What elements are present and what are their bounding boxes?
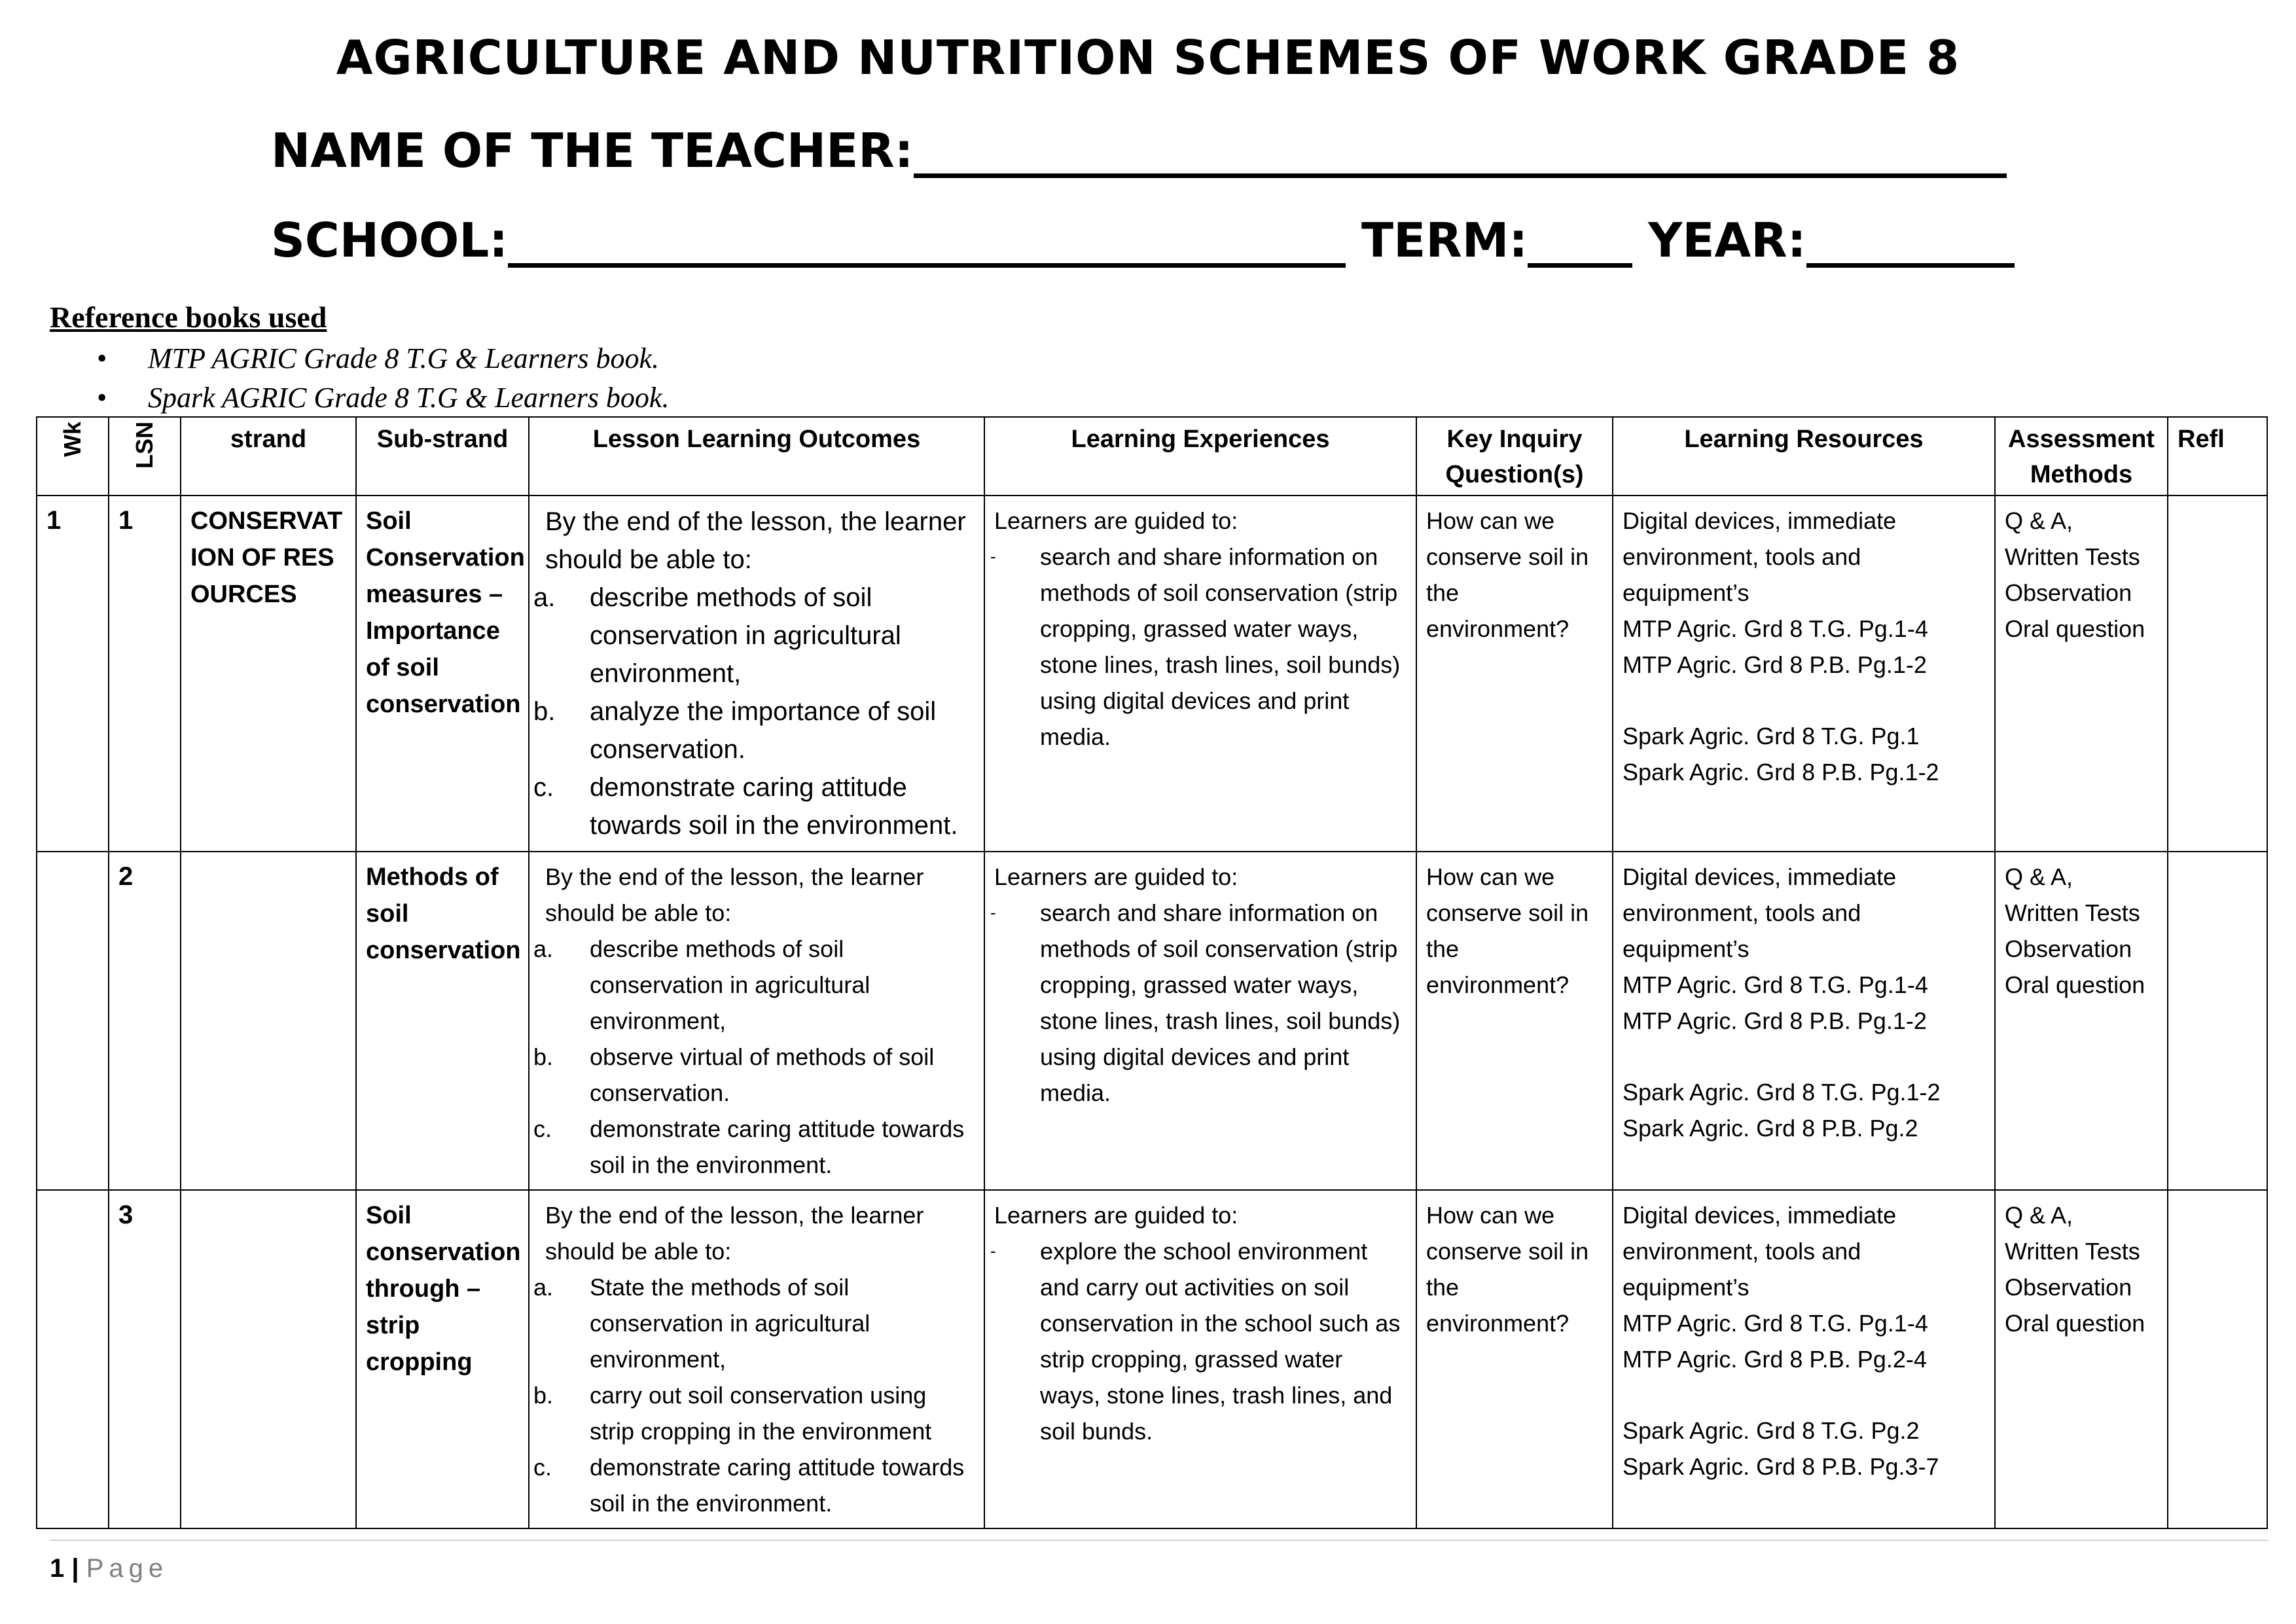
assessment-item: Written Tests <box>2005 543 2140 570</box>
outcome-text: observe virtual of methods of soil conservation. <box>590 1043 935 1106</box>
outcomes-intro: By the end of the lesson, the learner should be able to: <box>545 1202 924 1265</box>
cell-assessment <box>1995 852 2168 1190</box>
term-label: TERM: <box>1361 213 1528 268</box>
outcome-text: analyze the importance of soil conservation. <box>590 697 937 764</box>
col-header-inquiry: Key Inquiry Question(s) <box>1416 417 1613 496</box>
school-blank <box>508 224 1346 268</box>
cell-wk <box>37 852 109 1190</box>
school-label: SCHOOL: <box>271 213 509 268</box>
resource-mtp-pb: MTP Agric. Grd 8 P.B. Pg.1-2 <box>1623 651 1927 678</box>
list-item <box>533 1449 975 1521</box>
cell-outcomes <box>529 852 984 1190</box>
cell-inquiry: How can we conserve soil in the environment? <box>1416 852 1613 1190</box>
table-header-row <box>37 417 2267 496</box>
cell-outcomes <box>529 496 984 852</box>
outcome-letter: c. <box>533 1454 552 1481</box>
cell-wk: 1 <box>37 496 109 852</box>
teacher-label: NAME OF THE TEACHER: <box>271 123 914 178</box>
assessment-item: Q & A, <box>2005 863 2073 890</box>
cell-strand: CONSERVATION OF RESOURCES <box>181 496 356 852</box>
list-item <box>533 1039 975 1111</box>
experiences-intro: Learners are guided to: <box>994 507 1238 534</box>
assessment-item: Observation <box>2005 1274 2132 1301</box>
list-item <box>533 1269 975 1377</box>
resource-mtp-tg: MTP Agric. Grd 8 T.G. Pg.1-4 <box>1623 615 1928 642</box>
experience-item: - explore the school environment and carry out activities on soil conservation in the school such as strip cropping, grassed water ways, stone lines, trash lines, and soil bunds. <box>994 1233 1407 1449</box>
resource-spark-pb: Spark Agric. Grd 8 P.B. Pg.2 <box>1623 1115 1918 1142</box>
assessment-item: Oral question <box>2005 1310 2145 1337</box>
outcome-text: State the methods of soil conservation in agricultural environment, <box>590 1274 870 1373</box>
col-header-wk-text: Wk <box>59 422 86 457</box>
references-list <box>97 339 669 418</box>
resource-mtp-tg: MTP Agric. Grd 8 T.G. Pg.1-4 <box>1623 1310 1928 1337</box>
outcome-letter: c. <box>533 1115 552 1142</box>
resource-spark-tg: Spark Agric. Grd 8 T.G. Pg.2 <box>1623 1417 1920 1444</box>
cell-inquiry: How can we conserve soil in the environment? <box>1416 1190 1613 1528</box>
resource-spark-tg: Spark Agric. Grd 8 T.G. Pg.1-2 <box>1623 1079 1941 1106</box>
cell-lsn: 3 <box>109 1190 181 1528</box>
table-row <box>37 852 2267 1190</box>
page-separator: | <box>71 1554 79 1583</box>
cell-assessment <box>1995 1190 2168 1528</box>
outcome-letter: b. <box>533 697 556 726</box>
resource-mtp-tg: MTP Agric. Grd 8 T.G. Pg.1-4 <box>1623 971 1928 998</box>
resource-mtp-pb: MTP Agric. Grd 8 P.B. Pg.1-2 <box>1623 1007 1927 1034</box>
cell-strand <box>181 852 356 1190</box>
outcomes-list <box>533 579 975 844</box>
reference-item: • Spark AGRIC Grade 8 T.G & Learners book. <box>97 378 669 418</box>
outcome-text: demonstrate caring attitude towards soil in the environment. <box>590 1115 965 1178</box>
resource-mtp-pb: MTP Agric. Grd 8 P.B. Pg.2-4 <box>1623 1346 1927 1373</box>
list-item <box>533 768 975 844</box>
teacher-blank <box>914 134 2007 178</box>
page-footer <box>50 1540 2269 1583</box>
outcomes-list <box>533 931 975 1183</box>
outcome-letter: a. <box>533 935 554 962</box>
assessment-item: Observation <box>2005 579 2132 606</box>
outcome-text: describe methods of soil conservation in agricultural environment, <box>590 583 901 688</box>
cell-resources <box>1613 852 1995 1190</box>
cell-inquiry: How can we conserve soil in the environment? <box>1416 496 1613 852</box>
outcome-text: describe methods of soil conservation in agricultural environment, <box>590 935 870 1034</box>
cell-experiences <box>984 496 1416 852</box>
outcomes-list <box>533 1269 975 1521</box>
cell-strand <box>181 1190 356 1528</box>
cell-wk <box>37 1190 109 1528</box>
assessment-item: Observation <box>2005 935 2132 962</box>
col-header-experiences: Learning Experiences <box>984 417 1416 496</box>
reference-item: • MTP AGRIC Grade 8 T.G & Learners book. <box>97 339 669 378</box>
cell-sub-strand: Soil conservation through – strip cropping <box>356 1190 529 1528</box>
cell-reflection <box>2168 1190 2267 1528</box>
cell-resources <box>1613 496 1995 852</box>
outcome-text: carry out soil conservation using strip cropping in the environment <box>590 1382 932 1445</box>
col-header-assessment: Assessment Methods <box>1995 417 2168 496</box>
resource-spark-pb: Spark Agric. Grd 8 P.B. Pg.1-2 <box>1623 759 1939 785</box>
document-title: AGRICULTURE AND NUTRITION SCHEMES OF WORK GRADE 8 <box>336 30 1960 85</box>
cell-sub-strand: Methods of soil conservation <box>356 852 529 1190</box>
cell-sub-strand: Soil Conservation measures – Importance of soil conservation <box>356 496 529 852</box>
assessment-item: Oral question <box>2005 615 2145 642</box>
table-row <box>37 496 2267 852</box>
col-header-sub-strand: Sub-strand <box>356 417 529 496</box>
resource-spark-tg: Spark Agric. Grd 8 T.G. Pg.1 <box>1623 723 1920 749</box>
resources-general: Digital devices, immediate environment, tools and equipment’s <box>1623 1202 1897 1301</box>
resource-spark-pb: Spark Agric. Grd 8 P.B. Pg.3-7 <box>1623 1453 1939 1480</box>
col-header-resources: Learning Resources <box>1613 417 1995 496</box>
cell-reflection <box>2168 852 2267 1190</box>
outcome-letter: a. <box>533 583 556 612</box>
outcome-letter: a. <box>533 1274 554 1301</box>
assessment-item: Q & A, <box>2005 1202 2073 1229</box>
assessment-item: Written Tests <box>2005 1238 2140 1265</box>
outcomes-intro: By the end of the lesson, the learner should be able to: <box>545 507 966 574</box>
outcome-letter: c. <box>533 773 554 802</box>
assessment-item: Written Tests <box>2005 899 2140 926</box>
cell-assessment <box>1995 496 2168 852</box>
col-header-reflection: Refl <box>2168 417 2267 496</box>
cell-outcomes <box>529 1190 984 1528</box>
references-heading: Reference books used <box>50 300 327 334</box>
term-blank <box>1528 224 1632 268</box>
cell-experiences <box>984 852 1416 1190</box>
cell-experiences <box>984 1190 1416 1528</box>
teacher-line <box>271 123 2022 178</box>
year-label: YEAR: <box>1648 213 1806 268</box>
cell-resources <box>1613 1190 1995 1528</box>
cell-lsn: 2 <box>109 852 181 1190</box>
list-item <box>533 693 975 768</box>
cell-lsn: 1 <box>109 496 181 852</box>
experience-item: - search and share information on methods of soil conservation (strip cropping, grassed water ways, stone lines, trash lines, soil bunds) using digital devices and print media. <box>994 539 1407 755</box>
assessment-item: Oral question <box>2005 971 2145 998</box>
year-blank <box>1806 224 2015 268</box>
resources-general: Digital devices, immediate environment, tools and equipment’s <box>1623 507 1897 606</box>
col-header-lsn-text: LSN <box>131 422 158 469</box>
col-header-lsn <box>109 417 181 496</box>
experiences-intro: Learners are guided to: <box>994 1202 1238 1229</box>
page-word: Page <box>86 1554 169 1583</box>
list-item <box>533 931 975 1039</box>
cell-reflection <box>2168 496 2267 852</box>
outcome-text: demonstrate caring attitude towards soil in the environment. <box>590 1454 965 1517</box>
experiences-intro: Learners are guided to: <box>994 863 1238 890</box>
page-number: 1 <box>50 1554 65 1583</box>
resources-general: Digital devices, immediate environment, tools and equipment’s <box>1623 863 1897 962</box>
school-line <box>271 213 2015 268</box>
outcome-letter: b. <box>533 1043 554 1070</box>
col-header-strand: strand <box>181 417 356 496</box>
schemes-table <box>36 416 2268 1529</box>
outcome-letter: b. <box>533 1382 554 1409</box>
outcome-text: demonstrate caring attitude towards soil in the environment. <box>590 773 958 840</box>
outcomes-intro: By the end of the lesson, the learner should be able to: <box>545 863 924 926</box>
col-header-wk <box>37 417 109 496</box>
assessment-item: Q & A, <box>2005 507 2073 534</box>
table-row <box>37 1190 2267 1528</box>
col-header-outcomes: Lesson Learning Outcomes <box>529 417 984 496</box>
list-item <box>533 1377 975 1449</box>
list-item <box>533 579 975 693</box>
list-item <box>533 1111 975 1183</box>
experience-item: - search and share information on methods of soil conservation (strip cropping, grassed water ways, stone lines, trash lines, soil bunds) using digital devices and print media. <box>994 895 1407 1111</box>
